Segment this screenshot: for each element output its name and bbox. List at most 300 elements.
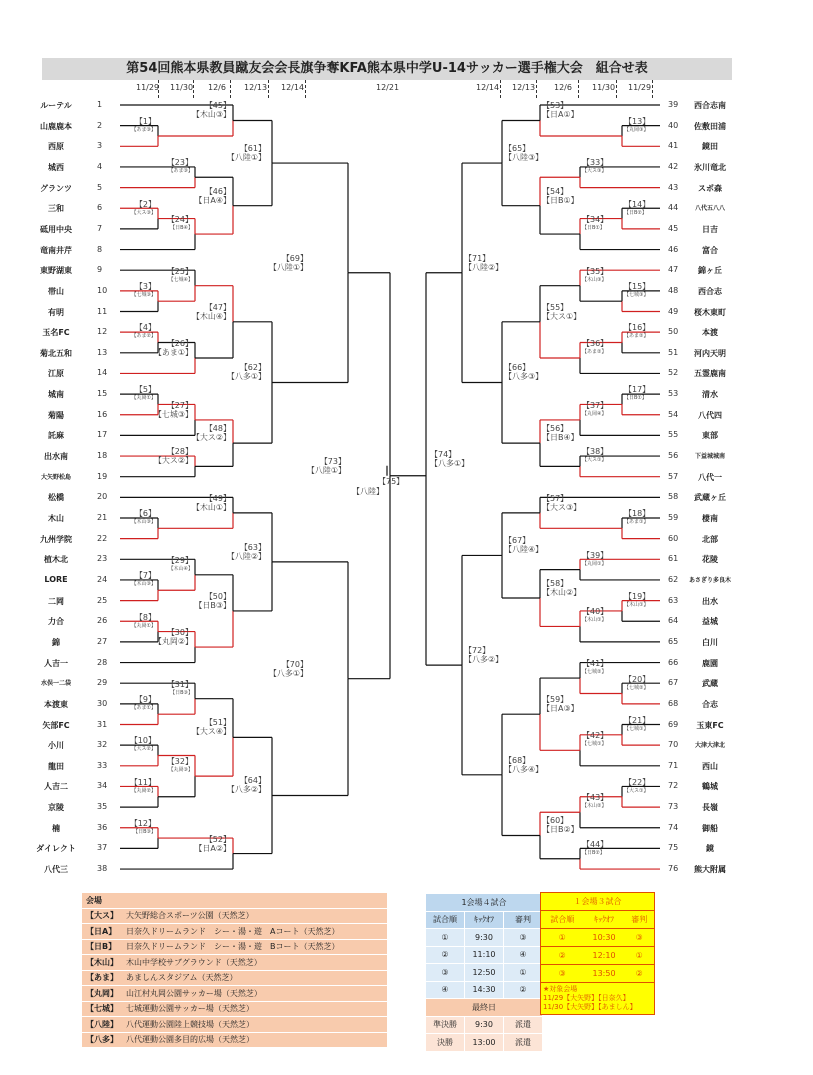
team-name: 木山 [48,514,64,523]
match-venue: 【あま①】 [131,705,156,712]
match-number: 【56】 [542,424,569,434]
venue-name: あましんスタジアム（天然芝） [122,970,387,986]
target-venue-note: 11/29【大矢野】【日奈久】 [543,994,630,1002]
date-label: 12/13 [244,83,268,92]
match-venue: 【八陸③】 [504,153,544,163]
seed-number: 45 [668,223,679,233]
venue-name: 七城運動公園サッカー場（天然芝） [122,1001,387,1017]
team-name: 熊大附属 [694,865,726,875]
match-number: 【32】 [166,757,193,767]
match-number: 【24】 [166,215,193,225]
team-name: 八代一 [698,472,722,482]
match-label [167,680,193,698]
seed-number: 64 [668,616,679,626]
date-label: 12/6 [554,83,572,92]
schedule-cell: 14:30 [465,982,503,999]
match-label [624,675,650,693]
team-name: ダイレクト [36,844,76,854]
match-label [192,424,231,442]
match-label [582,607,608,625]
date-label: 12/6 [208,83,226,92]
match-number: 【23】 [166,158,193,168]
match-venue: 【七城②】 [624,684,649,691]
match-label [582,659,608,677]
match-number: 【14】 [624,199,651,209]
match-number: 【64】 [239,776,266,786]
team-name: 鏡 [706,844,714,854]
team-name: 菊北五和 [40,348,72,358]
venue-name: 八代運動公園多目的広場（天然芝） [122,1032,387,1048]
schedule-4-games [425,893,543,1052]
match-label [132,695,156,713]
match-venue: 【木山①】 [624,601,649,608]
match-label [582,731,608,749]
match-number: 【46】 [204,186,231,196]
team-name: 鹿園 [702,658,718,668]
match-venue: 【日B①】 [542,195,579,205]
schedule3-header: ｷｯｸｵﾌ [584,911,625,929]
venue-row [82,955,387,971]
seed-number: 28 [97,657,108,667]
match-venue: 【丸岡③】 [624,126,649,133]
schedule4-header: 試合順 [426,912,464,929]
match-number: 【63】 [239,542,266,552]
match-venue: 【大ス①】 [542,311,582,321]
schedule-cell: ③ [541,965,584,983]
match-venue: 【大ス②】 [131,746,156,753]
seed-number: 76 [668,864,679,874]
seed-number: 23 [97,554,108,564]
match-number: 【67】 [504,536,531,546]
team-name: 菊陽 [48,410,64,420]
seed-number: 62 [668,574,679,584]
match-venue: 【日B①】 [582,225,605,232]
match-venue: 【日B③】 [170,689,193,696]
date-label: 11/30 [170,83,194,92]
match-number: 【19】 [624,591,651,601]
match-venue: 【日B①】 [624,395,647,402]
match-label [227,776,266,794]
seed-number: 46 [668,244,679,254]
seed-number: 14 [97,368,108,378]
seed-number: 9 [97,265,103,275]
match-number: 【72】 [464,646,491,656]
schedule4-header: ｷｯｸｵﾌ [465,912,503,929]
match-venue: 【大ス④】 [191,727,231,737]
match-label [194,187,231,205]
match-venue: 【あま③】 [131,126,156,133]
match-venue: 【木山③】 [191,110,231,120]
date-label: 12/13 [512,83,536,92]
match-label [307,457,346,475]
team-name: 本渡 [702,328,718,338]
schedule-row [426,1034,542,1051]
seed-number: 51 [668,347,679,357]
match-label [132,571,156,589]
match-label [154,447,193,465]
seed-number: 66 [668,657,679,667]
match-venue: 【丸岡③】 [168,767,193,774]
match-number: 【54】 [542,186,569,196]
final-day-title: 最終日 [426,999,542,1016]
schedule-row [426,1017,542,1034]
match-label [130,736,156,754]
venue-code: 【木山】 [82,955,122,971]
seed-number: 49 [668,306,679,316]
seed-number: 52 [668,368,679,378]
match-number: 【58】 [542,579,569,589]
team-name: 合志 [702,699,718,709]
team-name: 有明 [48,307,64,317]
match-number: 【10】 [129,736,156,746]
seed-number: 41 [668,141,679,151]
match-number: 【70】 [281,659,308,669]
match-label [154,628,193,646]
match-number: 【53】 [542,101,569,111]
match-number: 【25】 [166,266,193,276]
match-number: 【75】 [378,476,405,486]
match-venue: 【大ス②】 [153,456,193,466]
seed-number: 13 [97,347,108,357]
match-label [192,494,231,512]
match-number: 【49】 [204,493,231,503]
match-venue: 【木山②】 [542,588,582,598]
seed-number: 60 [668,533,679,543]
team-name: 二岡 [48,596,64,606]
team-name: 長嶺 [702,803,718,813]
venue-code: 【大ス】 [82,908,122,924]
schedule-cell: 準決勝 [426,1017,464,1034]
team-name: 東部 [702,431,718,441]
match-label [269,254,308,272]
schedule-cell: ② [541,947,584,965]
match-venue: 【大ス③】 [131,209,156,216]
match-venue: 【七城④】 [168,276,193,283]
team-name: 人吉一 [44,658,68,668]
team-name: 東野湖東 [40,266,72,276]
match-number: 【42】 [582,731,609,741]
match-label [542,695,579,713]
match-number: 【20】 [624,674,651,684]
match-label [582,551,608,569]
target-venue-note: 11/30【大矢野】【あましん】 [543,1003,637,1011]
team-name: 下益城城南 [694,453,725,461]
venue-code: 【日B】 [82,939,122,955]
venue-row [82,970,387,986]
match-venue: 【日B②】 [624,209,647,216]
schedule-cell: 12:50 [465,964,503,981]
match-number: 【33】 [582,158,609,168]
match-label [227,144,266,162]
team-name: 西合志南 [694,101,726,110]
match-venue: 【日B③】 [194,600,231,610]
venue-table [82,893,387,1048]
team-name: 楠 [52,823,60,833]
seed-number: 68 [668,698,679,708]
match-label [132,282,156,300]
match-number: 【47】 [204,302,231,312]
venue-row [82,1017,387,1033]
seed-number: 18 [97,451,108,461]
match-venue: 【日B④】 [170,225,193,232]
seed-number: 36 [97,822,108,832]
match-label [582,447,608,465]
match-label [132,323,156,341]
match-label [504,363,543,381]
match-venue: 【木山③】 [131,519,156,526]
schedule-row [426,964,542,981]
team-name: 北部 [702,534,718,544]
seed-number: 73 [668,802,679,812]
schedule-cell: 決勝 [426,1034,464,1051]
schedule-cell: 9:30 [465,1017,503,1034]
match-venue: 【丸岡①】 [582,560,607,567]
team-name: LORE [44,574,68,584]
match-label [192,101,231,119]
seed-number: 40 [668,120,679,130]
team-name: 西原 [48,142,64,152]
seed-number: 1 [97,100,103,109]
venue-code: 【七城】 [82,1001,122,1017]
seed-number: 74 [668,822,679,832]
team-name: 武蔵 [702,679,718,689]
seed-number: 21 [97,513,108,522]
match-label [582,793,608,811]
seed-number: 35 [97,802,108,812]
match-label [167,267,193,285]
match-label [464,254,503,272]
match-label [624,200,650,218]
venue-row [82,924,387,940]
seed-number: 69 [668,719,679,729]
team-name: 武蔵ヶ丘 [694,493,726,503]
match-label [582,401,608,419]
match-venue: 【七城①】 [582,741,607,748]
match-label [132,117,156,135]
team-name: 白川 [702,637,718,647]
schedule-3-games [540,892,655,1015]
match-number: 【69】 [281,253,308,263]
seed-number: 17 [97,430,108,440]
seed-number: 63 [668,595,679,605]
match-number: 【71】 [464,253,491,263]
schedule-row [541,929,654,947]
match-number: 【1】 [134,116,156,126]
match-number: 【57】 [542,493,569,503]
schedule-cell: 派遣 [504,1017,542,1034]
seed-number: 57 [668,471,679,481]
seed-number: 7 [97,223,103,233]
match-number: 【13】 [624,116,651,126]
match-number: 【45】 [204,101,231,111]
match-number: 【2】 [134,199,156,209]
match-number: 【30】 [166,628,193,638]
match-number: 【40】 [582,607,609,617]
team-name: 西山 [702,761,718,771]
match-label [624,323,650,341]
page-title: 第54回熊本県教員蹴友会会長旗争奪KFA熊本県中学U-14サッカー選手権大会 組合せ表 [42,58,732,80]
seed-number: 10 [97,285,108,295]
team-name: 鏡田 [702,142,718,152]
schedule-cell: 10:30 [584,929,625,947]
venue-code: 【日A】 [82,924,122,940]
venue-code: 【八陸】 [82,1017,122,1033]
match-label [154,401,193,419]
team-name: 江原 [48,369,64,379]
match-venue: 【八陸②】 [226,551,266,561]
seed-number: 43 [668,182,679,192]
venue-name: 大矢野総合スポーツ公園（天然芝） [122,908,387,924]
match-number: 【18】 [624,509,651,519]
match-number: 【3】 [134,282,156,292]
venue-name: 八代運動公園陸上競技場（天然芝） [122,1017,387,1033]
match-number: 【9】 [134,695,156,705]
seed-number: 37 [97,843,108,853]
team-name: 三和 [48,204,64,214]
match-label [154,339,193,357]
schedule-cell: ③ [625,929,654,947]
target-venue-title: ★対象会場 [543,985,578,993]
team-name: ルーテル [40,101,72,110]
match-venue: 【あま③】 [168,168,193,175]
match-label [167,757,193,775]
match-venue: 【八陸①】 [268,262,308,272]
match-venue: 【日B④】 [542,433,579,443]
schedule-cell: ② [426,947,464,964]
match-venue: 【大ス②】 [191,433,231,443]
match-label [227,363,266,381]
seed-number: 61 [668,554,679,564]
venue-row [82,986,387,1002]
team-name: 錦 [52,637,60,647]
match-venue: 【日A②】 [194,843,231,853]
match-label [582,267,608,285]
venue-row [82,939,387,955]
match-label [542,424,579,442]
seed-number: 31 [97,719,108,729]
seed-number: 54 [668,409,679,419]
seed-number: 24 [97,574,108,584]
match-venue: 【大ス③】 [542,502,582,512]
team-name: 小川 [48,741,64,751]
match-label [624,716,650,734]
team-name: 御船 [702,823,718,833]
match-number: 【60】 [542,816,569,826]
seed-number: 6 [97,203,103,213]
match-label [624,778,650,796]
schedule3-header: 審判 [625,911,654,929]
team-name: 河内天明 [694,348,726,358]
match-venue: 【八多①】 [226,372,266,382]
match-venue: 【八陸①】 [226,153,266,163]
seed-number: 22 [97,533,108,543]
match-label [624,117,650,135]
team-name: 佐敷田浦 [694,121,726,131]
match-number: 【39】 [582,550,609,560]
match-number: 【29】 [166,555,193,565]
match-label [167,215,193,233]
team-name: 棲南 [702,514,718,523]
seed-number: 12 [97,327,108,337]
schedule-cell: ① [541,929,584,947]
match-venue: 【あま①】 [624,519,649,526]
seed-number: 15 [97,389,108,399]
match-number: 【35】 [582,266,609,276]
match-number: 【15】 [624,282,651,292]
venue-header: 会場 [82,893,387,908]
match-label [132,613,156,631]
match-venue: 【八多①】 [430,458,470,468]
match-number: 【62】 [239,363,266,373]
team-name: 山鹿鹿本 [40,121,72,131]
match-venue: 【八多②】 [464,655,504,665]
match-number: 【66】 [504,363,531,373]
match-label [504,536,543,554]
seed-number: 47 [668,265,679,275]
match-venue: 【日A③】 [542,704,579,714]
match-number: 【34】 [582,215,609,225]
match-label [430,450,469,468]
schedule-cell: 派遣 [504,1034,542,1051]
match-label [542,494,581,512]
seed-number: 42 [668,161,679,171]
match-label [624,385,650,403]
team-name: 益城 [702,617,718,627]
team-name: 錦ヶ丘 [698,266,722,276]
venue-name: 山江村丸岡公園サッカー場（天然芝） [122,986,387,1002]
venue-code: 【丸岡】 [82,986,122,1002]
team-name: 八代三 [44,865,68,875]
seed-number: 25 [97,595,108,605]
match-number: 【12】 [129,819,156,829]
team-name: 玉名FC [42,328,70,338]
match-venue: 【八陸】 [352,486,384,496]
venue-code: 【あま】 [82,970,122,986]
match-label [192,718,231,736]
match-label [167,556,193,574]
schedule-cell: ③ [504,929,542,946]
match-venue: 【日B②】 [542,825,579,835]
schedule4-header: 審判 [504,912,542,929]
match-label [504,756,543,774]
match-venue: 【七城③】 [153,409,193,419]
team-name: 帯山 [48,286,64,296]
match-label [167,158,193,176]
match-label [542,579,581,597]
match-venue: 【日A①】 [542,110,579,120]
schedule-row [426,982,542,999]
match-number: 【68】 [504,755,531,765]
match-venue: 【日A④】 [194,195,231,205]
seed-number: 8 [97,244,103,254]
match-number: 【22】 [624,777,651,787]
match-venue: 【七城②】 [582,669,607,676]
match-number: 【61】 [239,144,266,154]
schedule-cell: ① [426,929,464,946]
seed-number: 19 [97,471,108,481]
seed-number: 48 [668,285,679,295]
seed-number: 33 [97,760,108,770]
date-label: 12/14 [476,83,500,92]
team-name: 京陵 [48,803,64,813]
seed-number: 70 [668,740,679,750]
match-number: 【27】 [166,400,193,410]
seed-number: 58 [668,492,679,502]
schedule-row [426,947,542,964]
match-number: 【41】 [582,659,609,669]
team-name: 松橋 [48,493,64,503]
match-number: 【16】 [624,323,651,333]
